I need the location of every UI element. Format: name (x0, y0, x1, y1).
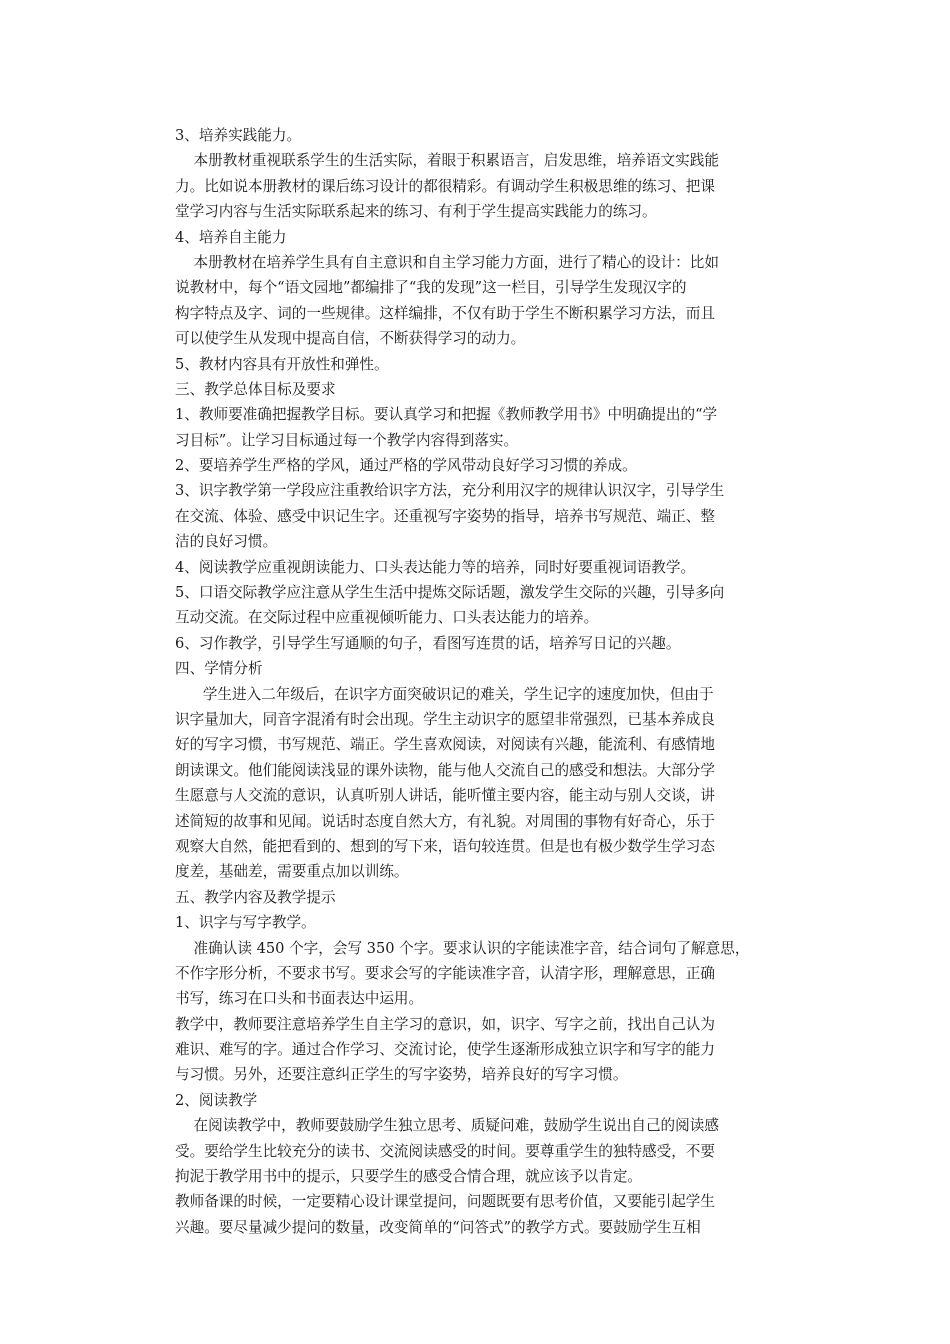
text-line: 3、识字教学第一学段应注重教给识字方法，充分利用汉字的规律认识汉字，引导学生 (175, 482, 725, 500)
text-line: 1、教师要准确把握教学目标。要认真学习和把握《教师教学用书》中明确提出的“学 (175, 406, 718, 424)
text-line: 在交流、体验、感受中识记生字。还重视写字姿势的指导，培养书写规范、端正、整 (175, 507, 715, 525)
text-line: 准确认读 450 个字，会写 350 个字。要求认识的字能读准字音，结合词句了解意思， (175, 939, 750, 957)
document-body (175, 123, 812, 1240)
text-line: 构字特点及字、词的一些规律。这样编排，不仅有助于学生不断积累学习方法，而且 (175, 304, 715, 322)
text-line: 识字量加大，同音字混淆有时会出现。学生主动识字的愿望非常强烈，已基本养成良 (175, 710, 715, 728)
text-line: 度差，基础差，需要重点加以训练。 (175, 863, 409, 881)
text-line: 好的写字习惯，书写规范、端正。学生喜欢阅读，对阅读有兴趣，能流利、有感情地 (175, 736, 715, 754)
text-line: 2、要培养学生严格的学风，通过严格的学风带动良好学习习惯的养成。 (175, 457, 637, 475)
text-line: 1、识字与写字教学。 (175, 914, 316, 932)
text-line: 不作字形分析，不要求书写。要求会写的字能读准字音，认清字形，理解意思，正确 (175, 964, 715, 982)
text-line: 6、习作教学，引导学生写通顺的句子，看图写连贯的话，培养写日记的兴趣。 (175, 634, 681, 652)
text-line: 朗读课文。他们能阅读浅显的课外读物，能与他人交流自己的感受和想法。大部分学 (175, 761, 715, 779)
text-line: 2、阅读教学 (175, 1091, 258, 1109)
text-line: 4、培养自主能力 (175, 228, 287, 246)
text-line: 互动交流。在交际过程中应重视倾听能力、口头表达能力的培养。 (175, 609, 599, 627)
text-line: 说教材中，每个“语文园地”都编排了“我的发现”这一栏目，引导学生发现汉字的 (175, 279, 687, 297)
text-line: 在阅读教学中，教师要鼓励学生独立思考、质疑问难，鼓励学生说出自己的阅读感 (175, 1117, 719, 1135)
text-line: 教学中，教师要注意培养学生自主学习的意识，如，识字、写字之前，找出自己认为 (175, 1015, 715, 1033)
text-line: 难识、难写的字。通过合作学习、交流讨论，使学生逐渐形成独立识字和写字的能力 (175, 1041, 715, 1059)
text-line: 洁的良好习惯。 (175, 533, 278, 551)
text-line: 生愿意与人交流的意识，认真听别人讲话，能听懂主要内容，能主动与别人交谈，讲 (175, 787, 715, 805)
text-line: 三、教学总体目标及要求 (175, 380, 336, 398)
text-line: 拘泥于教学用书中的提示，只要学生的感受合情合理，就应该予以肯定。 (175, 1168, 643, 1186)
text-line: 述简短的故事和见闻。说话时态度自然大方，有礼貌。对周围的事物有好奇心，乐于 (175, 812, 715, 830)
text-line: 观察大自然，能把看到的、想到的写下来，语句较连贯。但是也有极少数学生学习态 (175, 837, 715, 855)
text-line: 书写，练习在口头和书面表达中运用。 (175, 990, 424, 1008)
text-line: 学生进入二年级后，在识字方面突破识记的难关，学生记字的速度加快，但由于 (175, 685, 714, 703)
text-line: 五、教学内容及教学提示 (175, 888, 336, 906)
text-line: 受。要给学生比较充分的读书、交流阅读感受的时间。要尊重学生的独特感受，不要 (175, 1142, 715, 1160)
text-line: 可以使学生从发现中提高自信，不断获得学习的动力。 (175, 330, 526, 348)
text-line: 本册教材重视联系学生的生活实际，着眼于积累语言，启发思维，培养语文实践能 (175, 152, 719, 170)
text-line: 与习惯。另外，还要注意纠正学生的写字姿势，培养良好的写字习惯。 (175, 1066, 628, 1084)
text-line: 力。比如说本册教材的课后练习设计的都很精彩。有调动学生积极思维的练习、把课 (175, 177, 715, 195)
text-line: 本册教材在培养学生具有自主意识和自主学习能力方面，进行了精心的设计：比如 (175, 253, 719, 271)
text-line: 四、学情分析 (175, 660, 263, 678)
text-line: 堂学习内容与生活实际联系起来的练习、有利于学生提高实践能力的练习。 (175, 203, 657, 221)
text-line: 教师备课的时候，一定要精心设计课堂提问，问题既要有思考价值，又要能引起学生 (175, 1193, 715, 1211)
text-line: 4、阅读教学应重视朗读能力、口头表达能力等的培养，同时好要重视词语教学。 (175, 558, 696, 576)
text-line: 兴趣。要尽量减少提问的数量，改变简单的“问答式”的教学方式。要鼓励学生互相 (175, 1218, 701, 1236)
text-line: 3、培养实践能力。 (175, 127, 302, 144)
text-line: 5、口语交际教学应注意从学生生活中提炼交际话题，激发学生交际的兴趣，引导多向 (175, 584, 725, 602)
text-line: 5、教材内容具有开放性和弹性。 (175, 355, 389, 373)
text-line: 习目标”。让学习目标通过每一个教学内容得到落实。 (175, 431, 519, 449)
